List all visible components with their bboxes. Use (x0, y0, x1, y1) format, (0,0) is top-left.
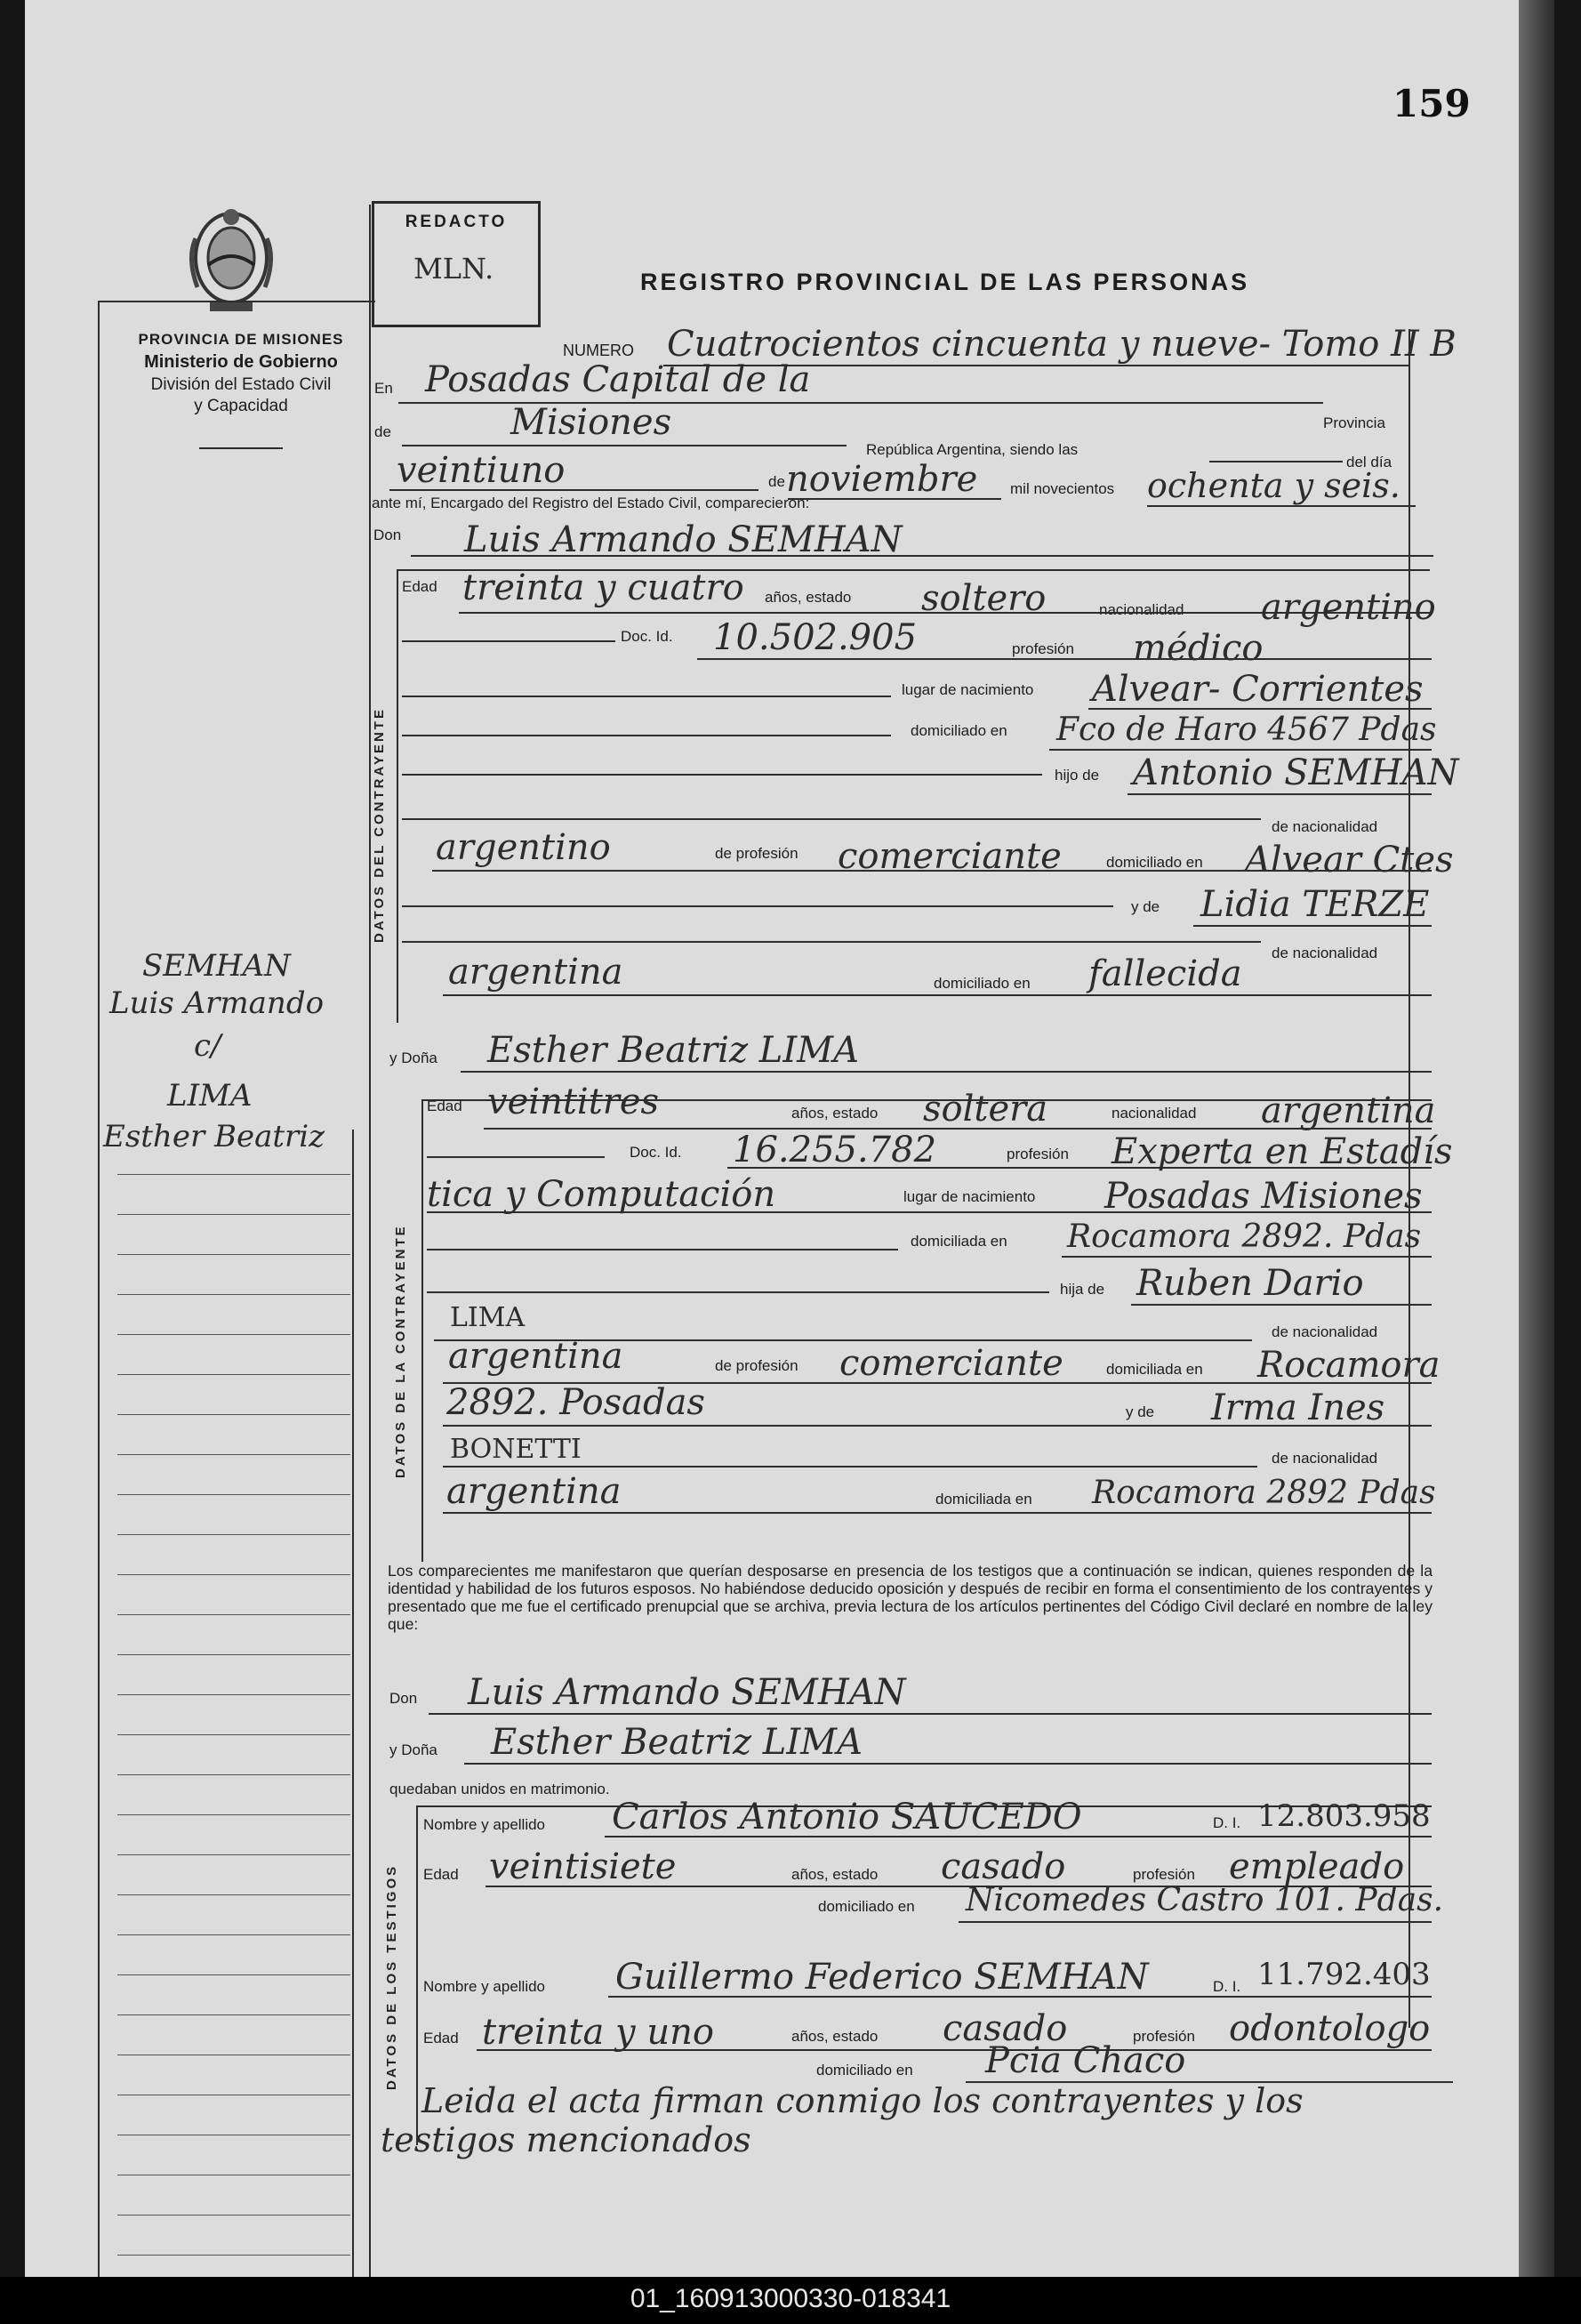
edad-line (459, 612, 1432, 614)
bride-domicilio: Rocamora 2892. Pdas (1067, 1218, 1422, 1255)
lugar-prefix-line (402, 696, 891, 697)
bride-estado: soltera (923, 1089, 1048, 1130)
witness-1-name-line (605, 1836, 1432, 1837)
province-label: PROVINCIA DE MISIONES (138, 331, 344, 348)
witness-2-edad-label: Edad (423, 2030, 459, 2047)
witnesses-section-border (416, 1805, 418, 2145)
bride-edad: veintitres (487, 1082, 660, 1122)
y-de-label: y de (1131, 898, 1160, 915)
witness-2-di-label: D. I. (1213, 1978, 1241, 1995)
groom-name-line (411, 555, 1433, 557)
de-mes-label: de (768, 473, 785, 490)
bride-lugar-line (427, 1211, 1432, 1213)
hijo-prefix-line (402, 774, 1042, 776)
witness-1-profesion: empleado (1229, 1846, 1405, 1887)
witness-1-profesion-label: profesión (1133, 1866, 1195, 1883)
provincia-label: Provincia (1323, 414, 1385, 431)
bride-doc-label: Doc. Id. (630, 1144, 682, 1161)
madre-dom-label: domiciliado en (934, 975, 1031, 992)
capacity-label: y Capacidad (194, 397, 288, 415)
anio-line (1147, 505, 1416, 507)
bride-nacionalidad-label: nacionalidad (1112, 1105, 1197, 1122)
witness-2-domicilio-label: domiciliado en (816, 2062, 913, 2079)
witness-2-edad-line (477, 2049, 1432, 2051)
nacionalidad-label: nacionalidad (1099, 601, 1184, 618)
margin-note-line: SEMHAN (142, 948, 291, 984)
domicilio-label: domiciliado en (911, 722, 1007, 739)
bride-hija-prefix-line (427, 1291, 1049, 1293)
declaration-text: Los comparecientes me manifestaron que querían desposarse en presencia de los testigos que a continuación se indican, quienes responden de la identidad y habilidad de los futuros esposos. No habiéndose deducido oposición y después de recibir en forma el consentimiento de los contrayentes y presentado que me fue el certificado prenupcial que se archiva, previa lectura de los artículos pertinentes del Código Civil declaré en nombre de la ley que: (388, 1562, 1433, 1633)
witness-2-nombre-label: Nombre y apellido (423, 1978, 546, 1995)
groom-lugar: Alvear- Corrientes (1092, 669, 1424, 710)
witness-2-edad: treinta y uno (482, 2012, 714, 2053)
footer-id: 01_160913000330-018341 (630, 2284, 951, 2313)
groom-estado: soltero (921, 578, 1047, 619)
bride-edad-label: Edad (427, 1098, 462, 1114)
witness-2-name-line (608, 1996, 1432, 1998)
del-dia-label: del día (1346, 454, 1392, 470)
groom-madre-nac: argentina (448, 952, 623, 993)
bride-madre-dom: Rocamora 2892 Pdas (1092, 1475, 1436, 1511)
bride-section-border (421, 1099, 423, 1562)
groom-padre-prof: comerciante (838, 836, 1062, 877)
bride-profesion-1: Experta en Estadís (1112, 1131, 1453, 1172)
de-label: de (374, 423, 391, 440)
witness-1-domicilio-line (959, 1921, 1432, 1923)
bride-profesion-label: profesión (1007, 1146, 1069, 1162)
bride-madre-line (443, 1425, 1432, 1427)
groom-edad: treinta y cuatro (462, 567, 744, 608)
de-line (402, 445, 847, 446)
register-page (25, 0, 1519, 2277)
bride-padre-2: LIMA (450, 1302, 526, 1333)
mes-line (788, 498, 1001, 500)
groom-padre-dom: Alvear Ctes (1245, 840, 1454, 881)
document-title: REGISTRO PROVINCIAL DE LAS PERSONAS (640, 269, 1250, 295)
margin-column-border (352, 1130, 354, 2277)
republica-label: República Argentina, siendo las (866, 441, 1079, 458)
en-label: En (374, 380, 393, 397)
domic-label: domiciliado en (1106, 854, 1203, 871)
bride-lugar: Posadas Misiones (1104, 1176, 1423, 1217)
bride-domicilio-prefix-line (427, 1249, 898, 1250)
de-nac-label: de nacionalidad (1272, 818, 1378, 835)
madre-de-nac-label: de nacionalidad (1272, 945, 1378, 961)
groom-padre: Antonio SEMHAN (1133, 752, 1459, 793)
witness-1-edad-label: Edad (423, 1866, 459, 1883)
bride-de-prof-label: de profesión (715, 1357, 799, 1374)
witness-2-profesion: odontologo (1229, 2008, 1431, 2049)
redacto-stamp (372, 201, 541, 327)
domicilio-prefix-line (402, 735, 891, 736)
padre-prof-line (432, 870, 1432, 872)
decl-groom: Luis Armando SEMHAN (468, 1672, 906, 1713)
witness-2-domicilio: Pcia Chaco (985, 2040, 1186, 2081)
bride-madre-1: Irma Ines (1211, 1387, 1385, 1428)
decl-married: quedaban unidos en matrimonio. (389, 1781, 610, 1797)
padre-nac-prefix-line (402, 818, 1261, 820)
bride-doc: 16.255.782 (733, 1130, 937, 1170)
bride-y-de-label: y de (1126, 1403, 1155, 1420)
hora-line (1209, 461, 1343, 462)
mil-label: mil novecientos (1010, 480, 1115, 497)
bride-doc-line (727, 1167, 1432, 1169)
edad-label: Edad (402, 578, 437, 595)
closing-line-2: testigos mencionados (381, 2120, 751, 2159)
stamp-initials: MLN. (413, 252, 494, 285)
madre-nac-prefix-line (402, 941, 1261, 943)
padre-line (1128, 793, 1432, 795)
bride-domicilio-line (1062, 1256, 1432, 1258)
witness-1-domicilio: Nicomedes Castro 101. Pdas. (966, 1882, 1444, 1918)
margin-note-line: LIMA (167, 1078, 253, 1114)
bride-lugar-label: lugar de nacimiento (903, 1188, 1036, 1205)
decl-bride: Esther Beatriz LIMA (491, 1722, 863, 1763)
bride-nacionalidad: argentina (1261, 1090, 1436, 1131)
doc-prefix-line (402, 640, 615, 642)
bride-madre-2: BONETTI (450, 1434, 582, 1465)
page-number: 159 (1392, 82, 1471, 125)
ante-label: ante mí, Encargado del Registro del Estado Civil, comparecieron: (372, 495, 810, 511)
de-prof-label: de profesión (715, 845, 799, 862)
decl-dona-label: y Doña (389, 1741, 437, 1758)
witness-1-domicilio-label: domiciliado en (818, 1898, 915, 1915)
groom-profesion: médico (1133, 628, 1264, 669)
hija-label: hija de (1060, 1281, 1105, 1298)
bride-profesion-2: tica y Computación (427, 1174, 776, 1215)
dia-value: veintiuno (397, 450, 566, 491)
witness-1-di-label: D. I. (1213, 1814, 1241, 1831)
book-spine-edge (1519, 0, 1554, 2277)
numero-value: Cuatrocientos cincuenta y nueve- Tomo II B (667, 324, 1457, 365)
hijo-label: hijo de (1055, 767, 1100, 784)
witnesses-section-label: DATOS DE LOS TESTIGOS (384, 1863, 399, 2090)
witness-2-profesion-label: profesión (1133, 2028, 1195, 2045)
witness-2-estado-label: años, estado (791, 2028, 879, 2045)
witness-1-estado: casado (941, 1846, 1066, 1887)
madre-line (1193, 925, 1432, 927)
bride-madre-nac: argentina (446, 1471, 622, 1512)
bride-padre-nac: argentina (448, 1336, 623, 1377)
bride-name-line (461, 1071, 1432, 1073)
groom-doc: 10.502.905 (713, 617, 918, 658)
stamp-title: REDACTO (405, 213, 508, 231)
bride-padre-prof: comerciante (839, 1343, 1063, 1384)
main-left-border (369, 205, 371, 2277)
groom-name: Luis Armando SEMHAN (464, 519, 903, 560)
bride-doc-prefix-line (427, 1156, 605, 1158)
dia-line (389, 489, 758, 491)
groom-padre-nac: argentino (436, 827, 611, 868)
mes-value: noviembre (786, 459, 978, 500)
margin-note-line: c/ (194, 1028, 221, 1064)
numero-label: NUMERO (563, 342, 634, 359)
madre-prefix-line (402, 905, 1113, 907)
decl-bride-line (464, 1763, 1432, 1765)
witness-1-estado-label: años, estado (791, 1866, 879, 1883)
bride-padre-dom-1: Rocamora (1257, 1345, 1441, 1386)
decl-groom-line (429, 1713, 1432, 1715)
witness-1-di: 12.803.958 (1257, 1798, 1431, 1834)
bride-madre-de-nac-label: de nacionalidad (1272, 1450, 1378, 1467)
lugar-label: lugar de nacimiento (902, 681, 1034, 698)
left-column-top-border (98, 301, 375, 302)
closing-line-1: Leida el acta firman conmigo los contrayentes y los (421, 2081, 1304, 2120)
groom-section-border (397, 569, 398, 1023)
margin-note-line: Esther Beatriz (103, 1119, 325, 1154)
profesion-label: profesión (1012, 640, 1074, 657)
bride-padre-line (1131, 1304, 1432, 1306)
groom-section-label: DATOS DEL CONTRAYENTE (372, 707, 387, 943)
witness-1-nombre-label: Nombre y apellido (423, 1816, 546, 1833)
bride-section-label: DATOS DE LA CONTRAYENTE (393, 1224, 408, 1478)
estado-label: años, estado (765, 589, 852, 606)
don-label: Don (373, 527, 402, 543)
bride-madre-dom-label: domiciliada en (935, 1491, 1032, 1508)
bride-padre-dom-2: 2892. Posadas (446, 1382, 705, 1423)
witness-2-estado: casado (943, 2008, 1068, 2049)
bride-edad-line (484, 1128, 1432, 1130)
bride-domicilio-label: domiciliada en (911, 1233, 1007, 1250)
de-value: Misiones (510, 402, 672, 443)
doc-line (697, 658, 1432, 660)
bride-madre-dom-line (443, 1512, 1432, 1514)
doc-label: Doc. Id. (621, 628, 673, 645)
groom-madre-dom: fallecida (1088, 953, 1242, 994)
division-label: División del Estado Civil (150, 375, 332, 394)
domicilio-line (1049, 749, 1432, 751)
groom-nacionalidad: argentino (1261, 587, 1436, 628)
witness-2-di: 11.792.403 (1257, 1957, 1431, 1992)
header-divider (199, 447, 283, 449)
witness-2-name: Guillermo Federico SEMHAN (615, 1957, 1149, 1998)
en-value: Posadas Capital de la (425, 359, 811, 400)
bride-de-nac-label: de nacionalidad (1272, 1323, 1378, 1340)
bride-madre-nac-prefix-line (443, 1466, 1257, 1468)
bride-padre-1: Ruben Dario (1136, 1263, 1364, 1304)
margin-note-line: Luis Armando (109, 985, 325, 1021)
bride-domic-label: domiciliada en (1106, 1361, 1203, 1378)
left-column-border (98, 301, 100, 2277)
bride-estado-label: años, estado (791, 1105, 879, 1122)
dona-label: y Doña (389, 1049, 437, 1066)
witness-1-name: Carlos Antonio SAUCEDO (612, 1797, 1082, 1837)
bride-name: Esther Beatriz LIMA (487, 1030, 859, 1071)
decl-don-label: Don (389, 1690, 418, 1707)
madre-dom-line (443, 994, 1432, 996)
groom-domicilio: Fco de Haro 4567 Pdas (1056, 712, 1437, 748)
anio-value: ochenta y seis. (1147, 466, 1400, 505)
groom-madre: Lidia TERZE (1200, 884, 1430, 925)
ministry-label: Ministerio de Gobierno (144, 352, 338, 372)
witness-1-edad: veintisiete (489, 1846, 677, 1887)
lugar-line (1088, 708, 1432, 710)
